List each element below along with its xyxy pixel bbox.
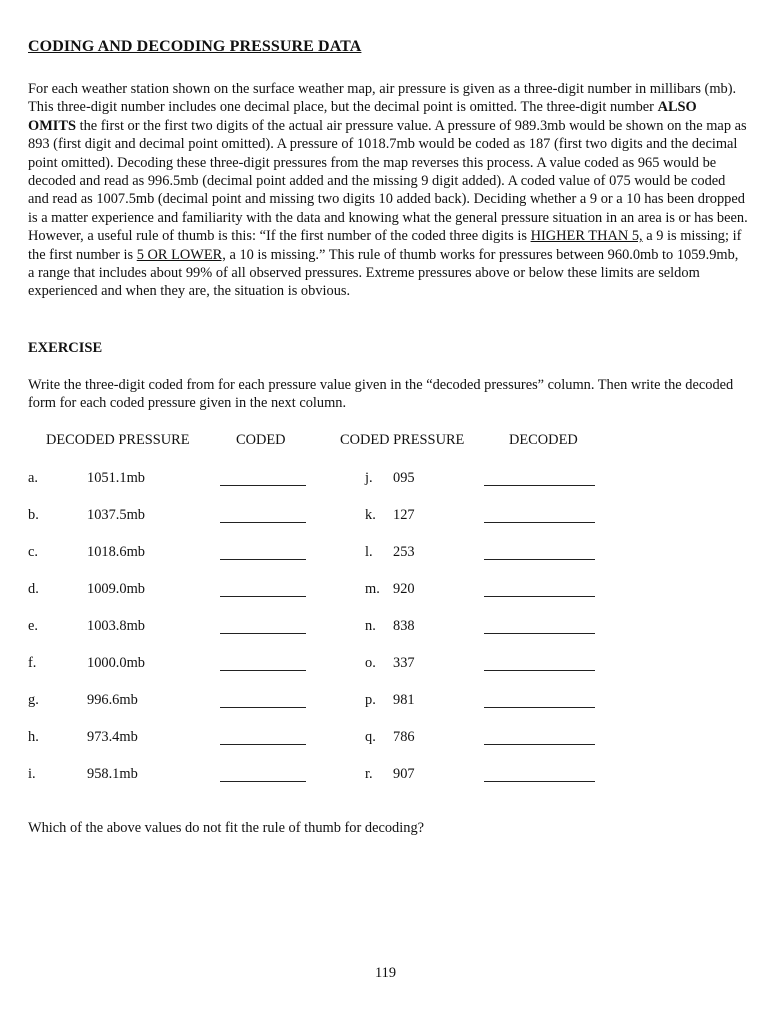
column-header-coded: CODED bbox=[236, 432, 286, 448]
decoded-answer-blank[interactable] bbox=[484, 485, 595, 486]
decoded-pressure-value: 1000.0mb bbox=[87, 655, 145, 671]
decoded-answer-blank[interactable] bbox=[484, 633, 595, 634]
row-letter-left: b. bbox=[28, 507, 39, 523]
table-row bbox=[0, 581, 777, 601]
coded-pressure-value: 920 bbox=[393, 581, 415, 597]
table-row bbox=[0, 470, 777, 490]
coded-pressure-value: 337 bbox=[393, 655, 415, 671]
row-letter-left: e. bbox=[28, 618, 38, 634]
intro-text-3: a 9 is missing; if the first number is bbox=[28, 228, 742, 263]
decoded-pressure-value: 1037.5mb bbox=[87, 507, 145, 523]
page-title: CODING AND DECODING PRESSURE DATA bbox=[28, 38, 362, 55]
table-row bbox=[0, 507, 777, 527]
decoded-answer-blank[interactable] bbox=[484, 522, 595, 523]
intro-paragraph bbox=[28, 80, 748, 301]
decoded-answer-blank[interactable] bbox=[484, 596, 595, 597]
intro-text-2: the first or the first two digits of the actual air pressure value. A pressure of 989.3mb would be shown on the map as 893 (first digit and decimal point omitted). A pressure of 1018.7mb would be coded as 187 (first two digits and the decimal point omitted). Decoding these three-digit pressures from the map reverses this process. A value coded as 965 would be decoded and read as 996.5mb (decimal point added and the missing 9 digit added). A coded value of 075 would be coded and read as 1007.5mb (decimal point and missing two digits 10 added back). Deciding whether a 9 or a 10 has been dropped is a matter experience and familiarity with the data and knowing what the general pressure situation in an area is or has been. However, a useful rule of thumb is this: “If the first number of the coded three digits is bbox=[28, 117, 748, 245]
page-number: 119 bbox=[375, 965, 397, 981]
table-row bbox=[0, 766, 777, 786]
row-letter-right: r. bbox=[365, 766, 373, 782]
column-header-coded-pressure: CODED PRESSURE bbox=[340, 432, 465, 448]
coded-pressure-value: 095 bbox=[393, 470, 415, 486]
coded-answer-blank[interactable] bbox=[220, 781, 306, 782]
row-letter-left: f. bbox=[28, 655, 37, 671]
intro-underline-2: 5 OR LOWER, bbox=[136, 246, 226, 263]
decoded-pressure-value: 973.4mb bbox=[87, 729, 138, 745]
table-row bbox=[0, 544, 777, 564]
decoded-pressure-value: 1009.0mb bbox=[87, 581, 145, 597]
row-letter-right: q. bbox=[365, 729, 376, 745]
table-row bbox=[0, 655, 777, 675]
intro-underline-1: HIGHER THAN 5, bbox=[530, 228, 643, 245]
coded-pressure-value: 907 bbox=[393, 766, 415, 782]
row-letter-left: d. bbox=[28, 581, 39, 597]
row-letter-right: o. bbox=[365, 655, 376, 671]
coded-answer-blank[interactable] bbox=[220, 633, 306, 634]
rule-question: Which of the above values do not fit the rule of thumb for decoding? bbox=[28, 820, 425, 836]
decoded-pressure-value: 1018.6mb bbox=[87, 544, 145, 560]
decoded-answer-blank[interactable] bbox=[484, 559, 595, 560]
column-header-decoded-pressure: DECODED PRESSURE bbox=[46, 432, 190, 448]
coded-answer-blank[interactable] bbox=[220, 485, 306, 486]
row-letter-left: c. bbox=[28, 544, 38, 560]
decoded-pressure-value: 958.1mb bbox=[87, 766, 138, 782]
decoded-pressure-value: 1003.8mb bbox=[87, 618, 145, 634]
decoded-answer-blank[interactable] bbox=[484, 744, 595, 745]
decoded-answer-blank[interactable] bbox=[484, 670, 595, 671]
coded-pressure-value: 127 bbox=[393, 507, 415, 523]
column-header-decoded: DECODED bbox=[509, 432, 578, 448]
decoded-answer-blank[interactable] bbox=[484, 707, 595, 708]
row-letter-right: l. bbox=[365, 544, 373, 560]
coded-answer-blank[interactable] bbox=[220, 707, 306, 708]
table-row bbox=[0, 618, 777, 638]
row-letter-left: i. bbox=[28, 766, 36, 782]
coded-pressure-value: 981 bbox=[393, 692, 415, 708]
exercise-instructions: Write the three-digit coded from for each pressure value given in the “decoded pressures” column. Then write the decoded form for each coded pressure given in the next column. bbox=[28, 377, 734, 412]
intro-bold-text: ALSO OMITS bbox=[28, 99, 697, 134]
row-letter-left: g. bbox=[28, 692, 39, 708]
coded-answer-blank[interactable] bbox=[220, 559, 306, 560]
table-row bbox=[0, 729, 777, 749]
row-letter-right: p. bbox=[365, 692, 376, 708]
exercise-heading: EXERCISE bbox=[28, 340, 103, 356]
row-letter-left: a. bbox=[28, 470, 38, 486]
coded-answer-blank[interactable] bbox=[220, 596, 306, 597]
row-letter-right: n. bbox=[365, 618, 376, 634]
row-letter-right: j. bbox=[365, 470, 373, 486]
coded-answer-blank[interactable] bbox=[220, 522, 306, 523]
row-letter-right: m. bbox=[365, 581, 380, 597]
decoded-pressure-value: 996.6mb bbox=[87, 692, 138, 708]
intro-text-1: For each weather station shown on the surface weather map, air pressure is given as a three-digit number in millibars (mb). This three-digit number includes one decimal place, but the decimal point is omitted. The three-digit number bbox=[28, 81, 737, 116]
row-letter-left: h. bbox=[28, 729, 39, 745]
row-letter-right: k. bbox=[365, 507, 376, 523]
decoded-answer-blank[interactable] bbox=[484, 781, 595, 782]
intro-text-4: a 10 is missing.” This rule of thumb works for pressures between 960.0mb to 1059.9mb, a range that includes about 99% of all observed pressures. Extreme pressures above or below these limits are seldom experienced and when they are, the situation is obvious. bbox=[28, 246, 739, 300]
coded-pressure-value: 786 bbox=[393, 729, 415, 745]
coded-pressure-value: 253 bbox=[393, 544, 415, 560]
coded-answer-blank[interactable] bbox=[220, 744, 306, 745]
coded-answer-blank[interactable] bbox=[220, 670, 306, 671]
table-row bbox=[0, 692, 777, 712]
decoded-pressure-value: 1051.1mb bbox=[87, 470, 145, 486]
coded-pressure-value: 838 bbox=[393, 618, 415, 634]
